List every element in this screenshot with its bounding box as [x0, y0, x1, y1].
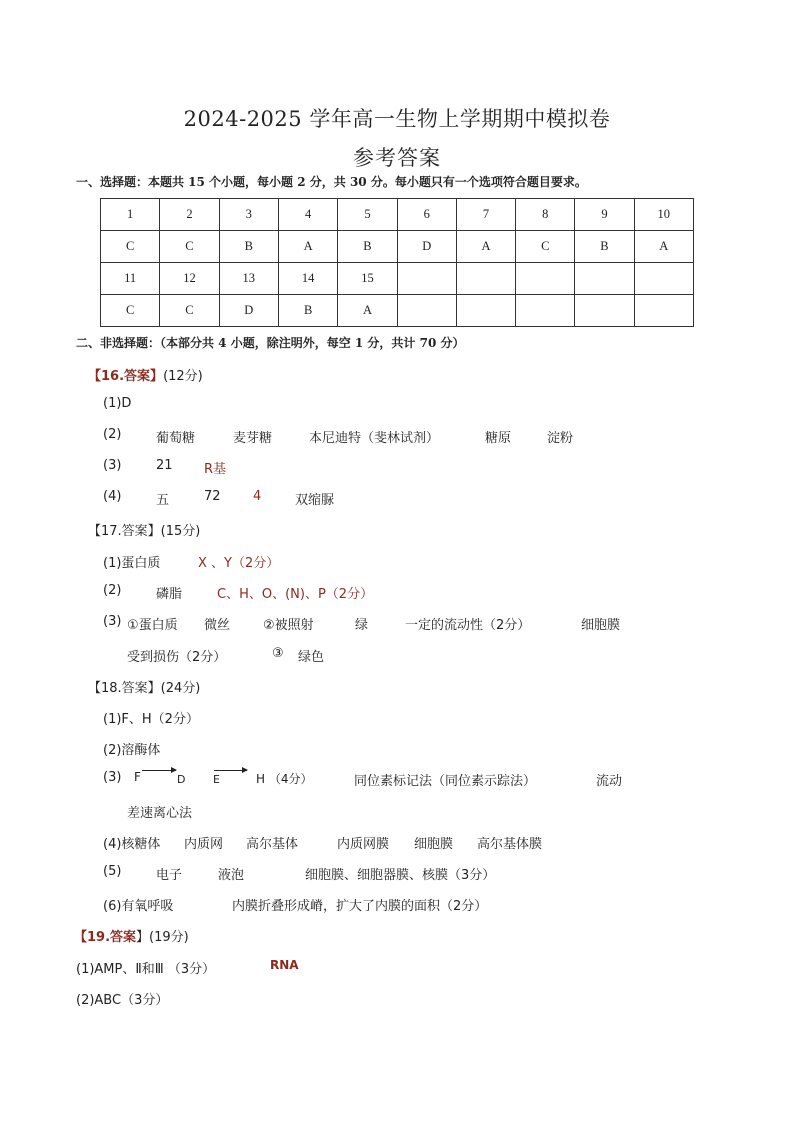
q16-line-2-d: 糖原 [485, 431, 512, 446]
q18-line-5-e: 细胞膜 [414, 837, 454, 852]
table-cell: C [101, 295, 160, 327]
table-cell: A [634, 231, 693, 263]
table-cell: B [575, 231, 634, 263]
q16-line-4-b: 72 [204, 489, 221, 504]
table-cell [456, 295, 515, 327]
q18-step-h: H （4分） [256, 772, 313, 786]
q18-line-5-b: 内质网 [184, 837, 224, 852]
q18-line-6-b: 液泡 [218, 868, 245, 883]
table-cell [397, 263, 456, 295]
q17-line-3-e: 一定的流动性（2分） [405, 618, 531, 633]
q18-line-3-c: 流动 [596, 774, 623, 789]
table-cell: C [160, 295, 219, 327]
q19-line-2: (2)ABC（3分） [76, 993, 169, 1008]
table-cell: C [101, 231, 160, 263]
table-cell: 14 [278, 263, 337, 295]
q18-line-5-a: (4)核糖体 [103, 837, 161, 852]
table-cell: 6 [397, 199, 456, 231]
table-cell: 7 [456, 199, 515, 231]
q18-line-6-num: (5) [103, 864, 122, 879]
table-cell: 9 [575, 199, 634, 231]
table-cell: 15 [338, 263, 397, 295]
q16-line-4-c: 4 [253, 489, 262, 504]
table-cell [575, 295, 634, 327]
q16-line-3-a: 21 [156, 458, 173, 473]
q16-line-2-b: 麦芽糖 [233, 431, 273, 446]
table-cell: B [278, 295, 337, 327]
table-cell: 5 [338, 199, 397, 231]
page-title: 2024-2025 学年高一生物上学期期中模拟卷 [183, 107, 611, 131]
q17-line-1-a: (1)蛋白质 [103, 556, 161, 571]
table-cell: 10 [634, 199, 693, 231]
q18-line-7-a: (6)有氧呼吸 [103, 899, 174, 914]
q16-line-2-a: 葡萄糖 [156, 431, 196, 446]
part1-heading: 一、选择题：本题共 15 个小题，每小题 2 分，共 30 分。每小题只有一个选项符合题目要求。 [76, 175, 587, 189]
q18-line-6-a: 电子 [156, 868, 183, 883]
table-cell: A [456, 231, 515, 263]
table-row-numbers [101, 263, 694, 295]
q16-line-4-num: (4) [103, 489, 122, 504]
table-row-answers [101, 295, 694, 327]
table-cell [456, 263, 515, 295]
q19-heading: 【19.答案】(19分) [74, 930, 189, 945]
q16-line-1: (1)D [103, 396, 132, 411]
table-cell: 1 [101, 199, 160, 231]
q18-step-e: E [213, 773, 220, 786]
q18-line-1: (1)F、H（2分） [103, 712, 199, 727]
table-cell [516, 263, 575, 295]
table-row-answers [101, 231, 694, 263]
table-cell: C [160, 231, 219, 263]
q18-step-d: D [177, 773, 186, 786]
q18-line-7-b: 内膜折叠形成嵴，扩大了内膜的面积（2分） [232, 899, 488, 914]
q18-line-6-c: 细胞膜、细胞器膜、核膜（3分） [305, 868, 496, 883]
q18-line-2: (2)溶酶体 [103, 743, 161, 758]
q18-line-5-d: 内质网膜 [337, 837, 390, 852]
table-cell: 4 [278, 199, 337, 231]
q17-line-4-a: 受到损伤（2分） [127, 650, 227, 665]
table-cell [575, 263, 634, 295]
page-subtitle: 参考答案 [353, 146, 441, 170]
table-cell: 8 [516, 199, 575, 231]
q17-line-2-b: C、H、O、(N)、P（2分） [217, 587, 374, 602]
q17-line-3-d: 绿 [355, 618, 369, 633]
table-cell: 2 [160, 199, 219, 231]
q18-heading: 【18.答案】(24分) [88, 681, 201, 696]
q18-line-5-c: 高尔基体 [246, 837, 299, 852]
q17-line-4-c: 绿色 [298, 650, 325, 665]
arrow-e-h-icon [214, 770, 247, 771]
q18-line-3-num: (3) [103, 770, 122, 785]
q17-heading: 【17.答案】(15分) [88, 524, 201, 539]
q16-line-2-e: 淀粉 [547, 431, 574, 446]
q18-line-3-b: 同位素标记法（同位素示踪法） [354, 774, 537, 789]
table-cell: A [338, 295, 397, 327]
q19-line-1-a: (1)AMP、Ⅱ和Ⅲ （3分） [76, 962, 216, 977]
table-cell: D [219, 295, 278, 327]
q17-line-1-b: X 、Y（2分） [198, 556, 280, 571]
q17-line-4-b: ③ [272, 646, 284, 661]
q16-heading: 【16.答案】(12分) [88, 369, 203, 384]
table-cell: B [338, 231, 397, 263]
table-cell: B [219, 231, 278, 263]
table-cell [634, 295, 693, 327]
table-cell: 12 [160, 263, 219, 295]
q18-line-4: 差速离心法 [127, 806, 193, 821]
q19-line-1-b: RNA [270, 958, 299, 972]
q17-line-3-b: 微丝 [204, 618, 231, 633]
q17-line-3-c: ②被照射 [263, 618, 314, 633]
q17-line-3-f: 细胞膜 [581, 618, 621, 633]
table-cell: 13 [219, 263, 278, 295]
table-cell [397, 295, 456, 327]
table-cell: 3 [219, 199, 278, 231]
q16-line-3-num: (3) [103, 458, 122, 473]
q18-step-f: F [134, 770, 141, 784]
table-cell: C [516, 231, 575, 263]
table-row-numbers [101, 199, 694, 231]
table-cell [516, 295, 575, 327]
q17-line-2-a: 磷脂 [156, 587, 183, 602]
part2-heading: 二、非选择题：（本部分共 4 小题，除注明外，每空 1 分，共计 70 分） [76, 336, 465, 350]
q16-line-2-num: (2) [103, 427, 122, 442]
q18-line-5-f: 高尔基体膜 [477, 837, 543, 852]
q17-line-3-num: (3) [103, 614, 122, 629]
q16-line-4-d: 双缩脲 [295, 493, 335, 508]
q17-line-2-num: (2) [103, 583, 122, 598]
q17-line-3-a: ①蛋白质 [127, 618, 178, 633]
table-cell: A [278, 231, 337, 263]
answer-table [100, 198, 694, 327]
q16-line-3-b: R基 [204, 462, 227, 477]
q16-line-4-a: 五 [156, 493, 170, 508]
arrow-f-d-icon [142, 770, 176, 771]
q16-line-2-c: 本尼迪特（斐林试剂） [309, 431, 440, 446]
table-cell: 11 [101, 263, 160, 295]
table-cell: D [397, 231, 456, 263]
table-cell [634, 263, 693, 295]
